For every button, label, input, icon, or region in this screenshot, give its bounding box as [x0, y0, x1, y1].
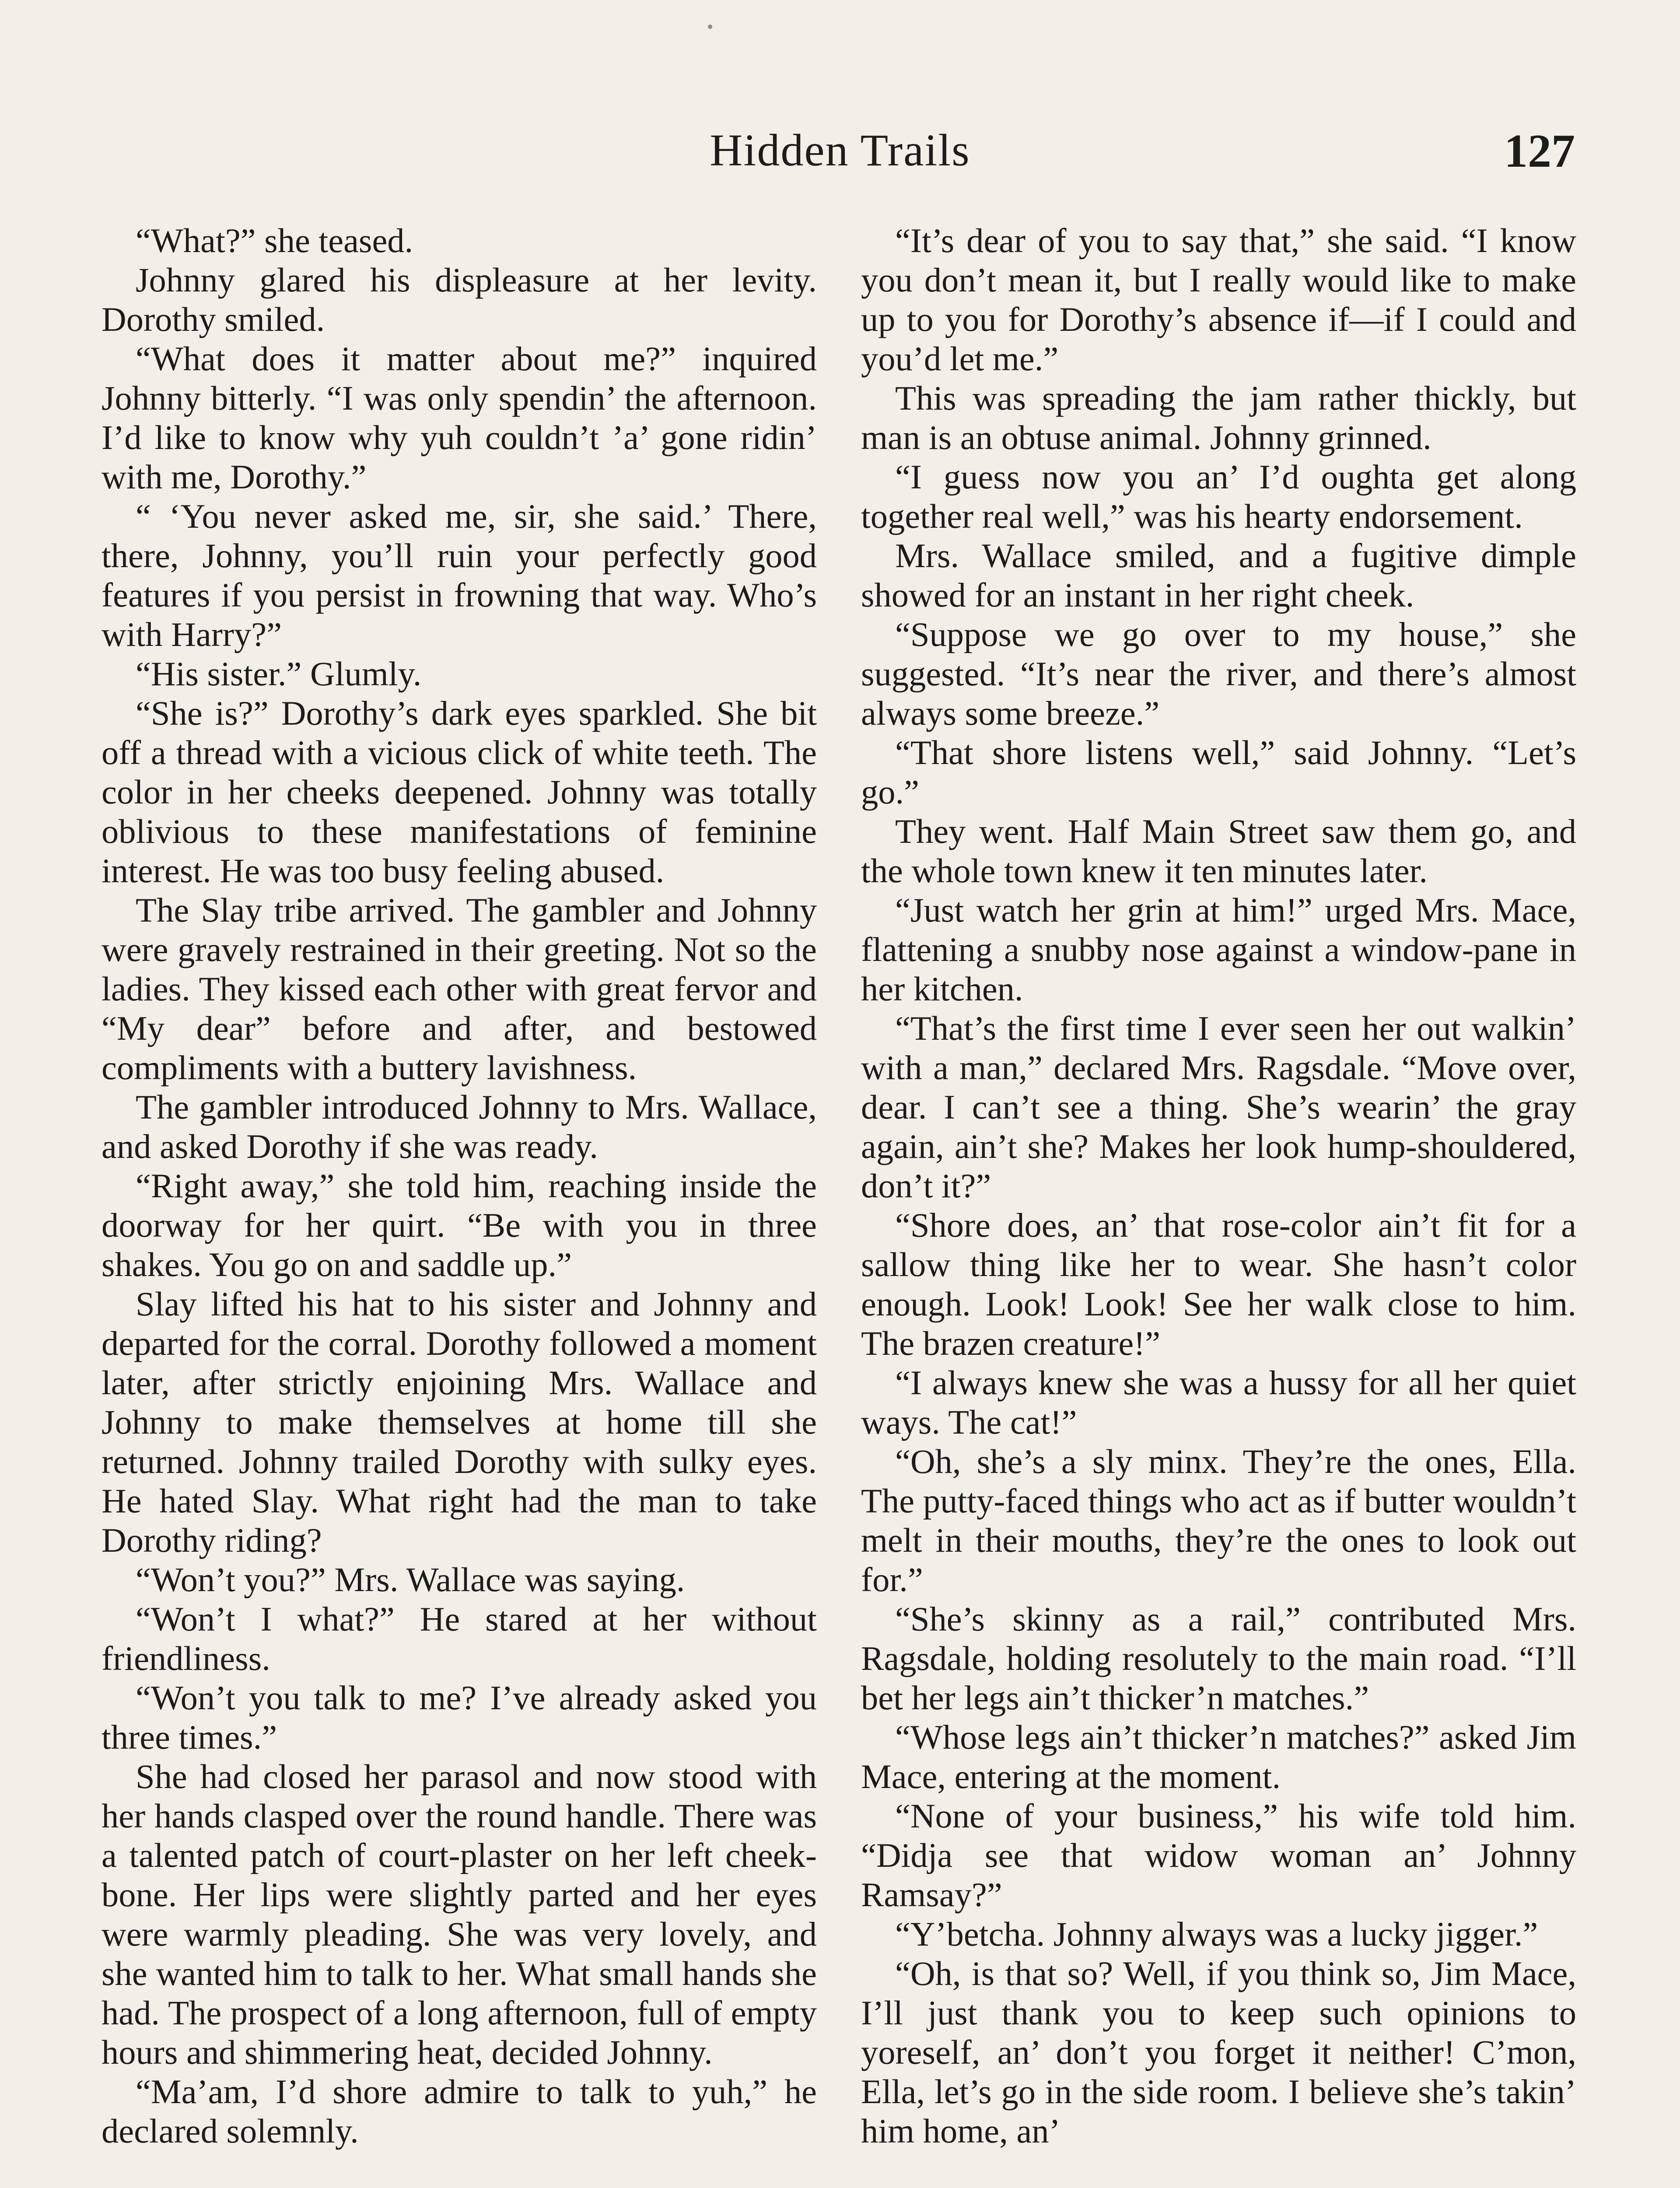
running-title: Hidden Trails: [710, 125, 970, 175]
paragraph: “I guess now you an’ I’d oughta get along together real well,” was his hearty endorsement.: [861, 458, 1576, 535]
paragraph: Slay lifted his hat to his sister and Johnny and departed for the corral. Dorothy followed a moment later, after strictly enjoining Mrs. Wallace and Johnny to make themselves at home till she returned. Johnny trailed Dorothy with sulky eyes. He hated Slay. What right had the man to take Dorothy riding?: [102, 1285, 817, 1559]
paragraph: “Right away,” she told him, reaching inside the doorway for her quirt. “Be with you in three shakes. You go on and saddle up.”: [102, 1167, 817, 1283]
paragraph: The Slay tribe arrived. The gambler and Johnny were gravely restrained in their greeting. Not so the ladies. They kissed each other with great fervor and “My dear” before and after, and bestowed compliments with a buttery lavishness.: [102, 891, 817, 1087]
paragraph: “Shore does, an’ that rose-color ain’t fit for a sallow thing like her to wear. She hasn’t color enough. Look! Look! See her walk close to him. The brazen creature!”: [861, 1206, 1576, 1362]
page-number: 127: [1504, 125, 1575, 177]
paragraph: “Ma’am, I’d shore admire to talk to yuh,” he declared solemnly.: [102, 2072, 817, 2150]
paragraph: “What does it matter about me?” inquired Johnny bitterly. “I was only spendin’ the afternoon. I’d like to know why yuh couldn’t ’a’ gone ridin’ with me, Dorothy.”: [102, 340, 817, 496]
paragraph: “That’s the first time I ever seen her out walkin’ with a man,” declared Mrs. Ragsdale. “Move over, dear. I can’t see a thing. She’s wearin’ the gray again, ain’t she? Makes her look hump-shouldered, don’t it?”: [861, 1009, 1576, 1205]
paragraph: Johnny glared his displeasure at her levity. Dorothy smiled.: [102, 261, 817, 338]
paragraph: “She’s skinny as a rail,” contributed Mrs. Ragsdale, holding resolutely to the main road. “I’ll bet her legs ain’t thicker’n matches.”: [861, 1600, 1576, 1717]
paragraph: Mrs. Wallace smiled, and a fugitive dimple showed for an instant in her right cheek.: [861, 536, 1576, 614]
paragraph: “Won’t I what?” He stared at her without friendliness.: [102, 1600, 817, 1677]
paragraph: This was spreading the jam rather thickly, but man is an obtuse animal. Johnny grinned.: [861, 379, 1576, 456]
paragraph: “What?” she teased.: [136, 221, 413, 259]
paragraph: “Y’betcha. Johnny always was a lucky jigger.”: [895, 1915, 1538, 1953]
paragraph: “Oh, is that so? Well, if you think so, Jim Mace, I’ll just thank you to keep such opinions to yoreself, an’ don’t you forget it neither! C’mon, Ella, let’s go in the side room. I believe she’s takin’ him home, an’: [861, 1954, 1576, 2150]
paragraph: “Whose legs ain’t thicker’n matches?” asked Jim Mace, entering at the moment.: [861, 1718, 1576, 1795]
paragraph: “Won’t you?” Mrs. Wallace was saying.: [136, 1560, 685, 1599]
paragraph: “His sister.” Glumly.: [136, 655, 422, 693]
paragraph: “That shore listens well,” said Johnny. “Let’s go.”: [861, 733, 1576, 811]
paragraph: “None of your business,” his wife told him. “Didja see that widow woman an’ Johnny Ramsay?”: [861, 1797, 1576, 1914]
paragraph: “Won’t you talk to me? I’ve already asked you three times.”: [102, 1679, 817, 1756]
left-text-column: [102, 221, 817, 2151]
paragraph: “She is?” Dorothy’s dark eyes sparkled. She bit off a thread with a vicious click of white teeth. The color in her cheeks deepened. Johnny was totally oblivious to these manifestations of feminine interest. He was too busy feeling abused.: [102, 694, 817, 890]
paragraph: “Oh, she’s a sly minx. They’re the ones, Ella. The putty-faced things who act as if butter wouldn’t melt in their mouths, they’re the ones to look out for.”: [861, 1442, 1576, 1599]
paragraph: “I always knew she was a hussy for all her quiet ways. The cat!”: [861, 1364, 1576, 1441]
paragraph: “Just watch her grin at him!” urged Mrs. Mace, flattening a snubby nose against a window-pane in her kitchen.: [861, 891, 1576, 1008]
paragraph: “Suppose we go over to my house,” she suggested. “It’s near the river, and there’s almost always some breeze.”: [861, 615, 1576, 732]
paragraph: She had closed her parasol and now stood with her hands clasped over the round handle. There was a talented patch of court-plaster on her left cheek-bone. Her lips were slightly parted and her eyes were warmly pleading. She was very lovely, and she wanted him to talk to her. What small hands she had. The prospect of a long afternoon, full of empty hours and shimmering heat, decided Johnny.: [102, 1757, 817, 2071]
paragraph: The gambler introduced Johnny to Mrs. Wallace, and asked Dorothy if she was ready.: [102, 1088, 817, 1165]
paragraph: “It’s dear of you to say that,” she said. “I know you don’t mean it, but I really would like to make up to you for Dorothy’s absence if—if I could and you’d let me.”: [861, 221, 1576, 378]
right-text-column: [861, 221, 1576, 2151]
paper-speck: [708, 25, 712, 29]
paragraph: “ ‘You never asked me, sir, she said.’ There, there, Johnny, you’ll ruin your perfectly good features if you persist in frowning that way. Who’s with Harry?”: [102, 497, 817, 653]
paragraph: They went. Half Main Street saw them go, and the whole town knew it ten minutes later.: [861, 812, 1576, 890]
